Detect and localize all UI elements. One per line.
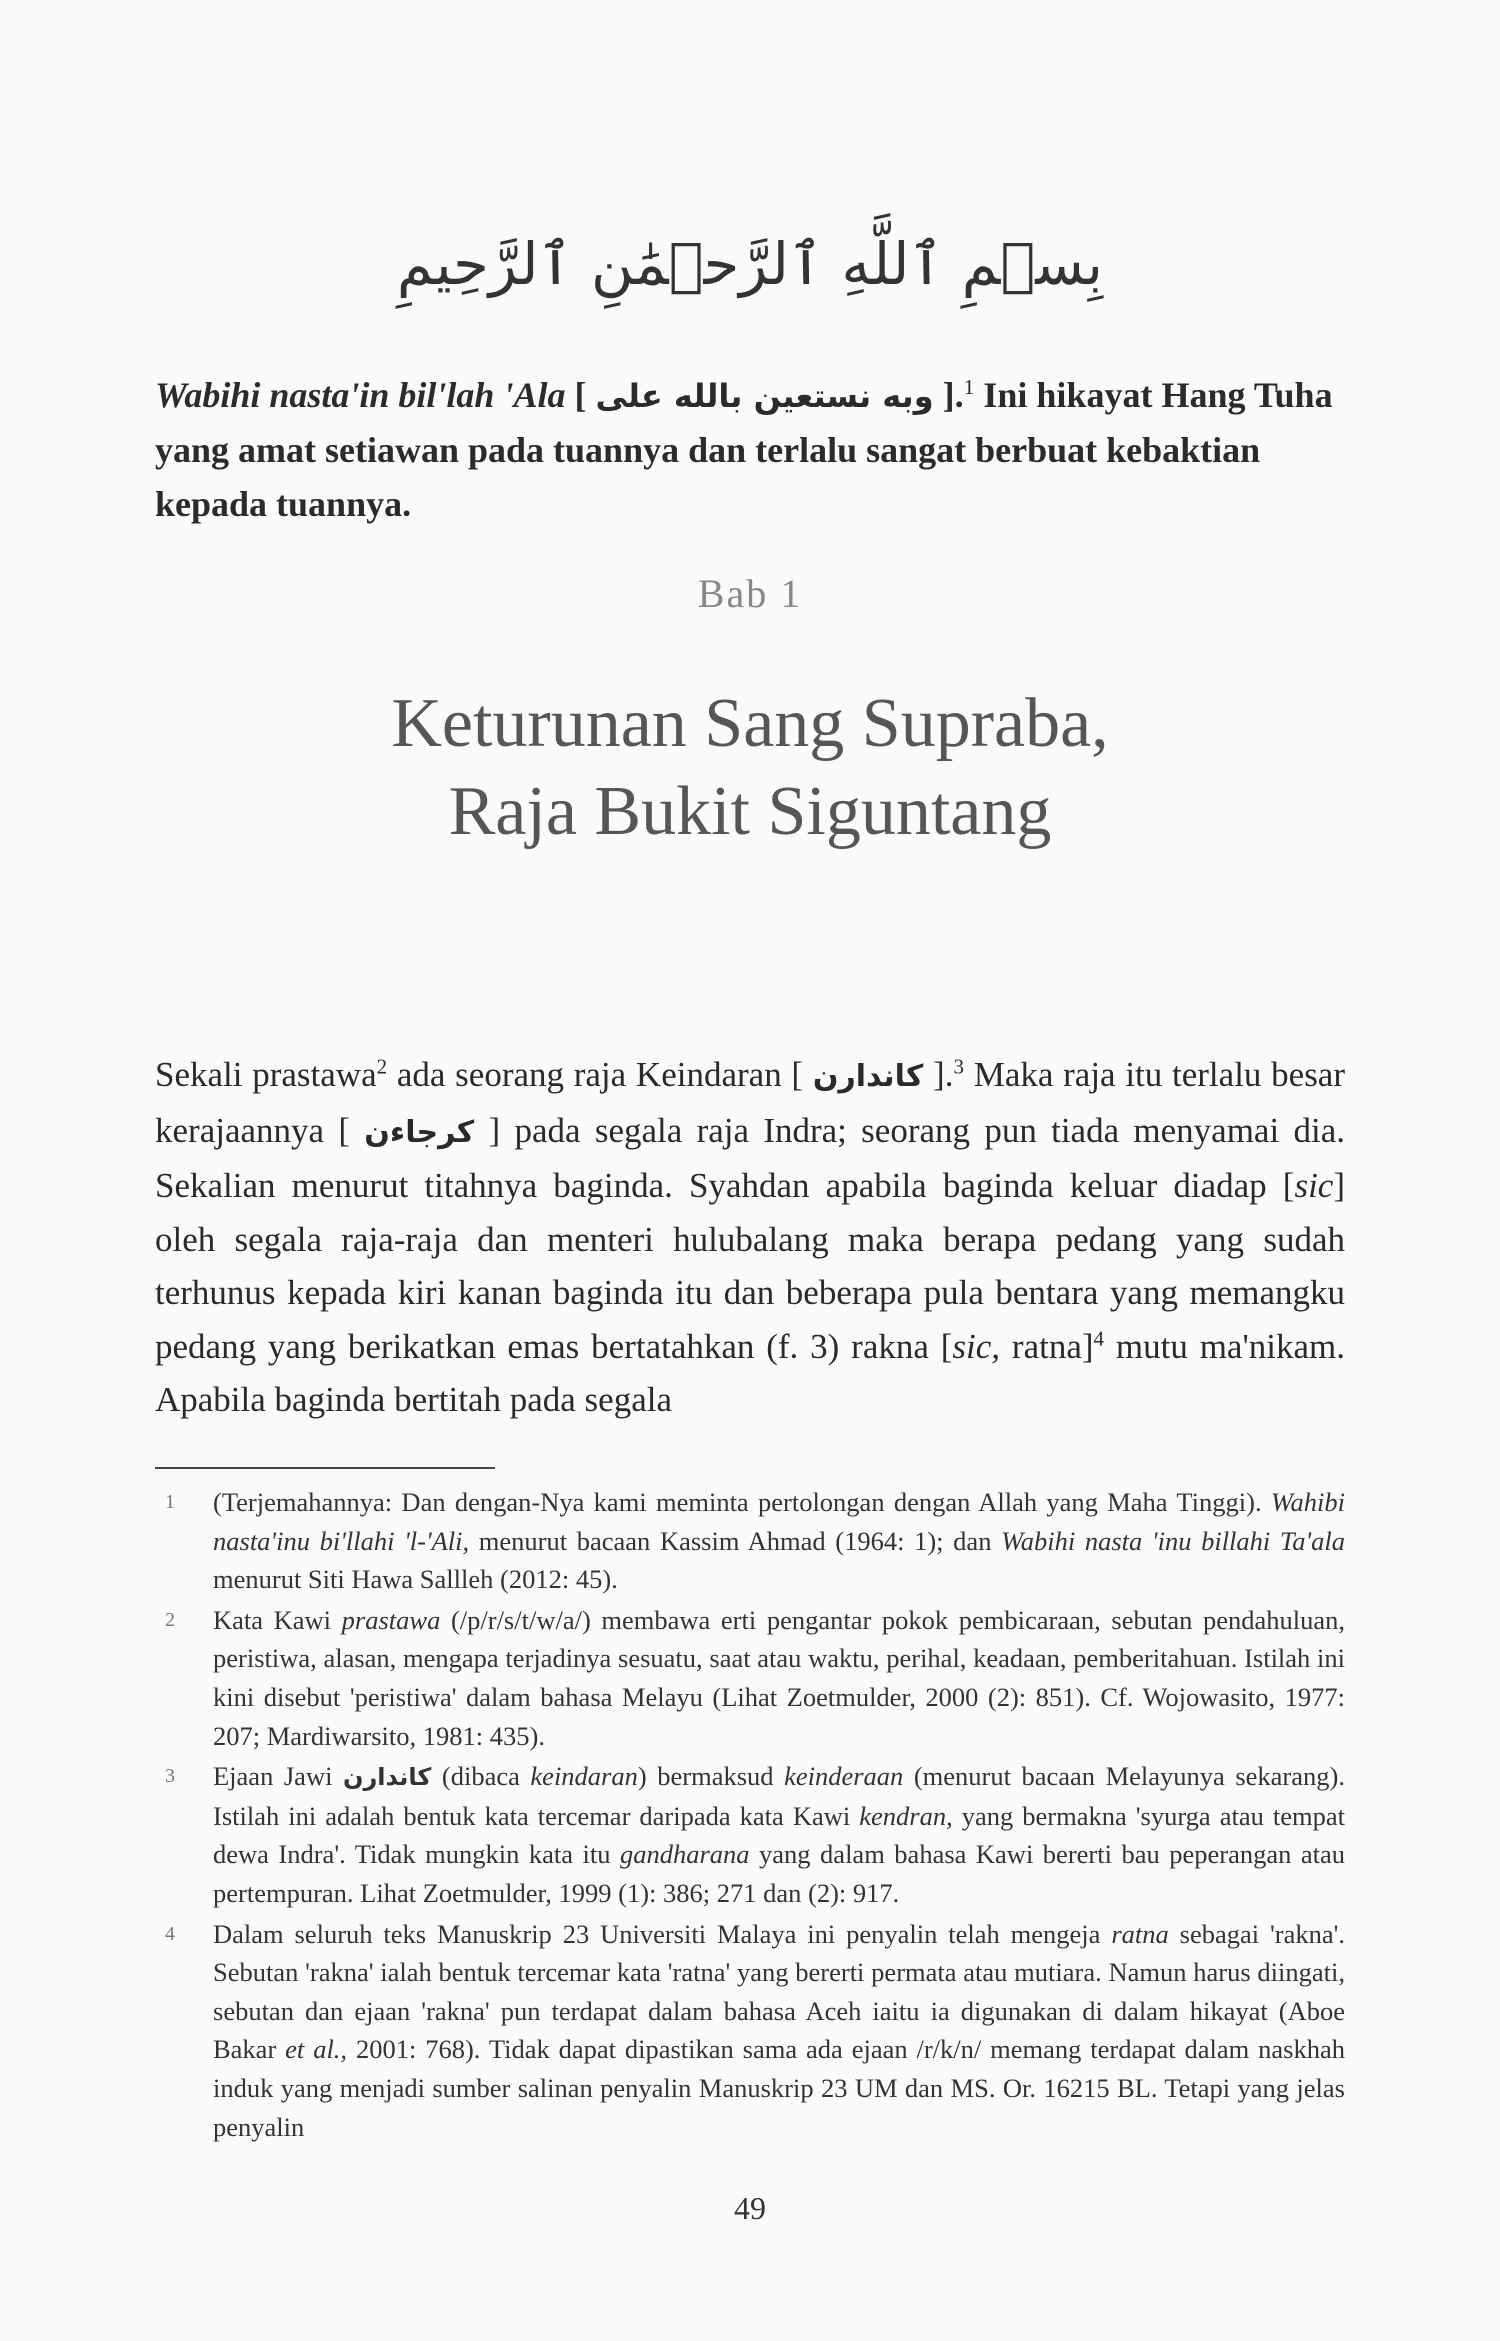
chapter-title <box>0 680 1500 856</box>
footnote-ref-4[interactable]: 4 <box>1093 1325 1105 1350</box>
footnote-2: 2 Kata Kawi prastawa (/p/r/s/t/w/a/) membawa erti pengantar pokok pembicaraan, sebutan pendahuluan, peristiwa, alasan, mengapa terjadinya sesuatu, saat atau waktu, perihal, keadaan, pemberitahuan. Istilah ini kini disebut 'peristiwa' dalam bahasa Melayu (Lihat Zoetmulder, 2000 (2): 851). Cf. Wojowasito, 1977: 207; Mardiwarsito, 1981: 435). <box>155 1601 1345 1755</box>
footnote-3: 3 Ejaan Jawi كاندارن (dibaca keindaran) bermaksud keinderaan (menurut bacaan Melayunya sekarang). Istilah ini adalah bentuk kata tercemar daripada kata Kawi kendran, yang bermakna 'syurga atau tempat dewa Indra'. Tidak mungkin kata itu gandharana yang dalam bahasa Kawi bererti bau peperangan atau pertempuran. Lihat Zoetmulder, 1999 (1): 386; 271 dan (2): 917. <box>155 1757 1345 1912</box>
jawi-keindaran: كاندارن <box>812 1059 924 1094</box>
footnote-ref-3[interactable]: 3 <box>953 1054 964 1079</box>
basmala-calligraphy: بِسۡمِ ٱللَّهِ ٱلرَّحۡمَٰنِ ٱلرَّحِيمِ <box>396 230 1104 298</box>
footnote-number: 2 <box>165 1608 175 1631</box>
invocation-arabic: وبه نستعين بالله على <box>595 377 934 415</box>
invocation-transliteration: Wabihi nasta'in bil'lah 'Ala <box>155 375 566 415</box>
footnote-number: 1 <box>165 1491 175 1513</box>
footnote-ref-1[interactable]: 1 <box>963 375 975 399</box>
body-paragraph: Sekali prastawa$^2$ ada seorang raja Keindaran [ كاندارن ].$^3$ Maka raja itu terlalu besar kerajaannya [ كرجاءن ] pada segala raja Indra; seorang pun tiada menyamai dia. Sekalian menurut titahnya baginda. Syahdan apabila baginda keluar diadap [sic] oleh segala raja-raja dan menteri hulubalang maka berapa pedang yang sudah terhunus kepada kiri kanan baginda itu dan beberapa pula bentara yang memangku pedang yang berikatkan emas bertatahkan (f. 3) rakna [sic, ratna]$^4$ mutu ma'nikam. Apabila baginda bertitah pada segala <box>155 1054 1345 1419</box>
footnotes-section <box>155 1483 1345 2148</box>
footnote-1: 1 (Terjemahannya: Dan dengan-Nya kami meminta pertolongan dengan Allah yang Maha Tinggi). Wahibi nasta'inu bi'llahi 'l-'Ali, menurut bacaan Kassim Ahmad (1964: 1); dan Wabihi nasta 'inu billahi Ta'ala menurut Siti Hawa Sallleh (2012: 45). <box>155 1483 1345 1599</box>
opening-invocation: Wabihi nasta'in bil'lah 'Ala [ وبه نستعين بالله على ].$^1$ Ini hikayat Hang Tuha yang amat setiawan pada tuannya dan terlalu sangat berbuat kebaktian kepada tuannya. <box>155 375 1333 524</box>
page-number: 49 <box>734 2190 766 2226</box>
footnote-ref-2[interactable]: 2 <box>376 1054 388 1079</box>
footnote-4: 4 Dalam seluruh teks Manuskrip 23 Universiti Malaya ini penyalin telah mengeja ratna sebagai 'rakna'. Sebutan 'rakna' ialah bentuk tercemar kata 'ratna' yang bererti permata atau mutiara. Namun harus diingati, sebutan dan ejaan 'rakna' pun terdapat dalam bahasa Aceh iaitu ia digunakan di dalam hikayat (Aboe Bakar et al., 2001: 768). Tidak dapat dipastikan sama ada ejaan /r/k/n/ memang terdapat dalam naskhah induk yang menjadi sumber salinan penyalin Manuskrip 23 UM dan MS. Or. 16215 BL. Tetapi yang jelas penyalin <box>155 1915 1345 2147</box>
chapter-label: Bab 1 <box>697 571 803 616</box>
footnote-number: 3 <box>165 1765 175 1788</box>
footnote-number: 4 <box>165 1922 175 1945</box>
invocation-text: Ini hikayat Hang Tuha yang amat setiawan pada tuannya dan terlalu sangat berbuat kebaktian kepada tuannya. <box>155 375 1333 524</box>
chapter-title-line-2: Raja Bukit Siguntang <box>448 773 1052 850</box>
jawi-kerajaan: كرجاءن <box>364 1114 475 1150</box>
chapter-title-line-1: Keturunan Sang Supraba, <box>391 685 1109 762</box>
footnote-divider <box>155 1467 495 1469</box>
